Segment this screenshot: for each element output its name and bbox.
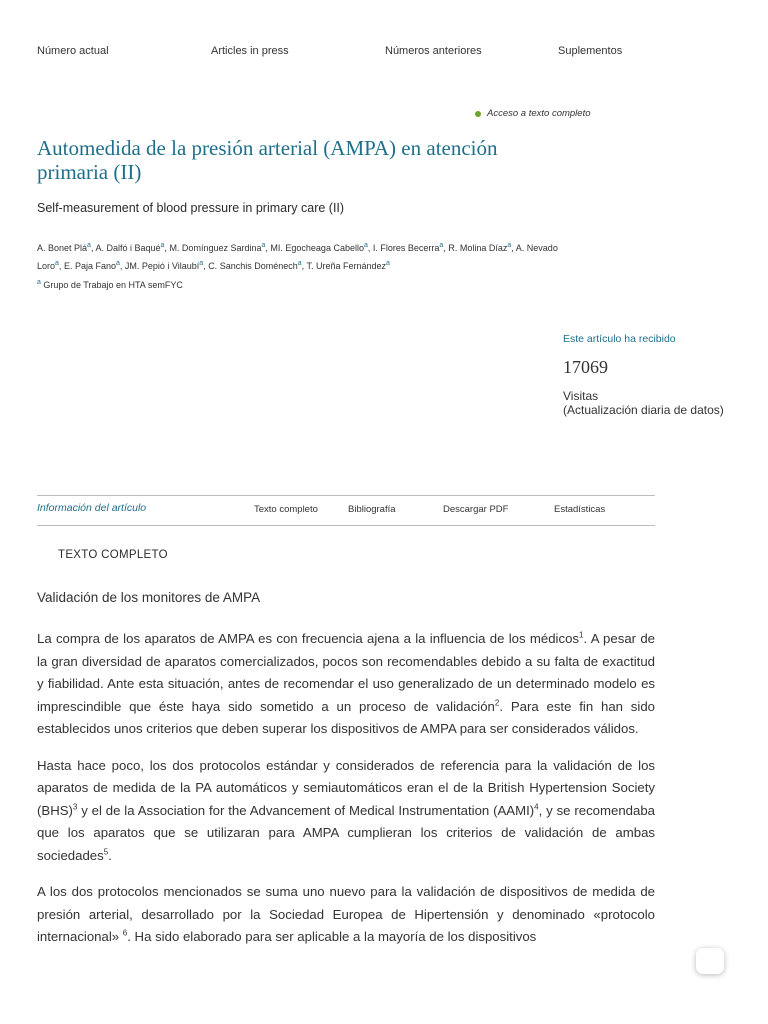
top-navigation [37,45,637,63]
access-badge [475,108,591,119]
article-tabs [37,495,655,526]
author[interactable]: A. Nevado Loro$^a$ [37,243,558,271]
tab-article-info[interactable]: Información del artículo [37,502,147,514]
floating-action-button[interactable] [696,948,724,974]
author-list: A. Bonet Plá$^a$, A. Dalfó i Baqué$^a$, M. Domínguez Sardina$^a$, MI. Egocheaga Cabello$^a$, I. Flores Becerra$^a$, R. Molina Díaz$^a$, A. Nevado Loro$^a$, E. Paja Fano$^a$, JM. Pepió i Vilaubí$^a$, C. Sanchis Doménech$^a$, T. Ureña Fernández$^a$ [37,242,558,271]
author[interactable]: C. Sanchis Doménech$^a$ [208,260,302,271]
author[interactable]: M. Domínguez Sardina$^a$ [169,242,266,253]
reference-link[interactable]: 1 [579,630,584,640]
article-stats [563,333,743,417]
stats-visits [563,389,743,417]
stats-visit-count: 17069 [563,357,608,377]
stats-visits-note: (Actualización diaria de datos) [563,403,724,417]
article-subtitle: Self-measurement of blood pressure in primary care (II) [37,201,345,215]
section-heading: Validación de los monitores de AMPA [37,590,261,605]
paragraph: A los dos protocolos mencionados se suma uno nuevo para la validación de dispositivos de medida de presión arterial, desarrollado por la Sociedad Europea de Hipertensión y denominado «protocolo internacional» $^6$. Ha sido elaborado para ser aplicable a la mayoría de los dispositivos [37,884,655,944]
author[interactable]: MI. Egocheaga Cabello$^a$ [270,242,368,253]
nav-articles-in-press[interactable]: Articles in press [211,45,289,57]
nav-previous-issues[interactable]: Números anteriores [385,45,482,57]
reference-link[interactable]: 6 [122,928,128,938]
reference-link[interactable]: 5 [103,847,109,857]
tab-statistics[interactable]: Estadísticas [554,504,606,515]
nav-supplements[interactable]: Suplementos [558,45,623,57]
author[interactable]: I. Flores Becerra$^a$ [372,242,444,253]
author[interactable]: A. Bonet Plá$^a$ [37,242,91,253]
affiliation-text: Grupo de Trabajo en HTA semFYC [43,280,183,290]
tab-bibliography[interactable]: Bibliografía [348,504,396,515]
author[interactable]: R. Molina Díaz$^a$ [448,242,512,253]
article-body [37,628,655,963]
reference-link[interactable]: 2 [494,698,500,708]
author[interactable]: T. Ureña Fernández$^a$ [306,260,390,271]
access-label: Acceso a texto completo [487,108,591,119]
stats-received-label: Este artículo ha recibido [563,333,676,345]
reference-link[interactable]: 4 [534,802,539,812]
stats-visits-label: Visitas [563,389,599,403]
access-dot-icon [475,111,481,117]
tab-full-text[interactable]: Texto completo [254,504,318,515]
paragraph: La compra de los aparatos de AMPA es con frecuencia ajena a la influencia de los médicos$^1$. A pesar de la gran diversidad de aparatos comercializados, pocos son recomendables debido a su falta de exactitud y fiabilidad. Ante esta situación, antes de recomendar el uso generalizado de un determinado modelo es imprescindible que éste haya sido sometido a un proceso de validación$^2$. Para este fin han sido establecidos unos criterios que deben superar los dispositivos de AMPA para ser considerados válidos. [37,630,656,736]
paragraph: Hasta hace poco, los dos protocolos estándar y considerados de referencia para la validación de los aparatos de medida de la PA automáticos y semiautomáticos eran el de la British Hypertension Society (BHS)$^3$ y el de la Association for the Advancement of Medical Instrumentation (AAMI)$^4$, y se recomendaba que los aparatos que se utilizaran para AMPA cumplieran los criterios de validación de ambas sociedades$^5$. [37,757,655,863]
author[interactable]: E. Paja Fano$^a$ [63,260,120,271]
author[interactable]: JM. Pepió i Vilaubí$^a$ [124,260,204,271]
affiliation-marker: a [37,279,41,286]
section-label: TEXTO COMPLETO [58,549,168,561]
author[interactable]: A. Dalfó i Baqué$^a$ [95,242,165,253]
nav-current-issue[interactable]: Número actual [37,45,109,57]
tab-download-pdf[interactable]: Descargar PDF [443,504,509,515]
reference-link[interactable]: 3 [72,802,78,812]
article-title: Automedida de la presión arterial (AMPA) en atención primaria (II) [37,136,498,184]
affiliation [37,279,183,290]
